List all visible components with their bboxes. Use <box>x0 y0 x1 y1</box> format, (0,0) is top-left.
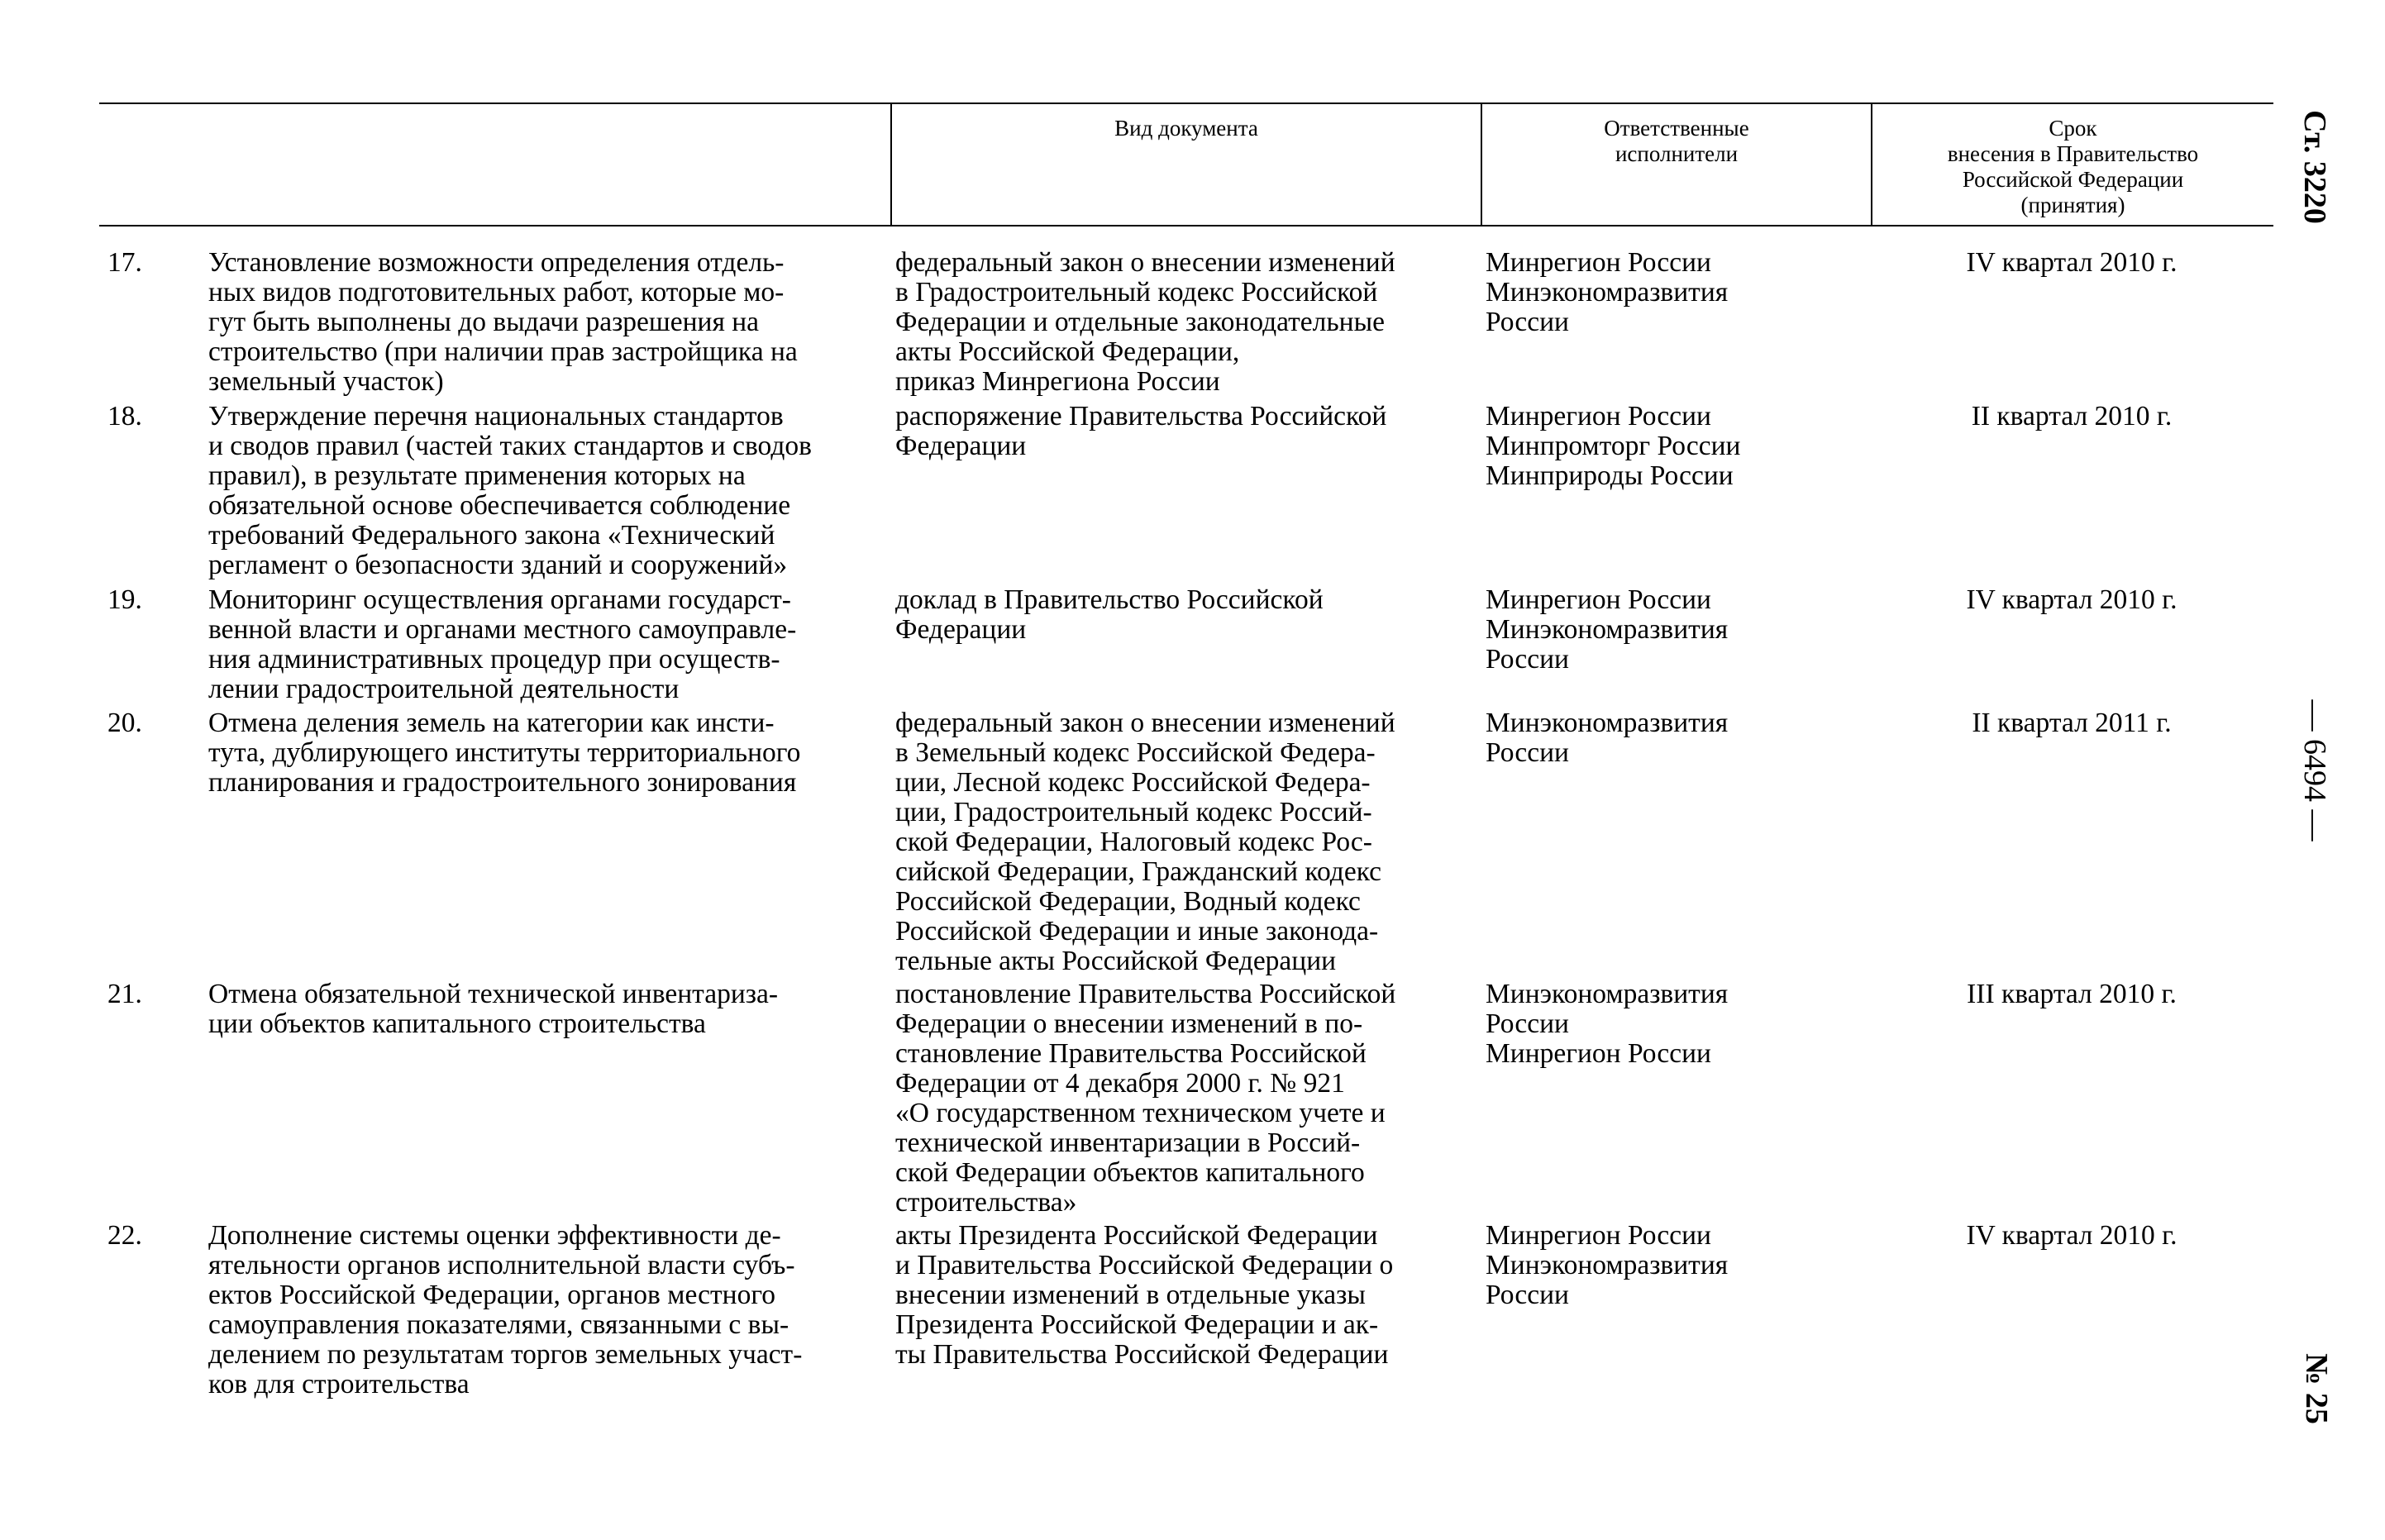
row-number: 18. <box>107 401 142 431</box>
article-number: Ст. 3220 <box>2297 110 2332 224</box>
row-description: Мониторинг осуществления органами государст- венной власти и органами местного самоуправле- ния административных процедур при осуществ- лении градостроительной деятельности <box>208 584 797 704</box>
row-responsible: Минрегион России Минэкономразвития России <box>1486 1220 1729 1310</box>
row-document-type: постановление Правительства Российской Федерации о внесении изменений в по- становление Правительства Российской Федерации от 4 декабря 2000 г. № 921 «О государственном техническом учете и технической инвентаризации в Россий- ской Федерации объектов капитального строительства» <box>895 979 1396 1218</box>
page-number: — 6494 — <box>2297 699 2332 842</box>
header-responsible: Ответственные исполнители <box>1604 116 1749 166</box>
row-deadline: II квартал 2010 г. <box>1971 401 2173 431</box>
table-top-rule <box>99 103 2273 104</box>
table-header-rule <box>99 225 2273 226</box>
row-deadline: IV квартал 2010 г. <box>1966 584 2178 615</box>
row-document-type: федеральный закон о внесении изменений в Градостроительный кодекс Российской Федерации и отдельные законодательные акты Российской Федерации, приказ Минрегиона России <box>895 247 1395 397</box>
row-responsible: Минэкономразвития России <box>1486 708 1729 768</box>
row-deadline: II квартал 2011 г. <box>1972 708 2172 738</box>
row-deadline: III квартал 2010 г. <box>1967 979 2177 1009</box>
row-document-type: распоряжение Правительства Российской Федерации <box>895 401 1387 461</box>
row-number: 17. <box>107 247 142 278</box>
row-deadline: IV квартал 2010 г. <box>1966 1220 2178 1251</box>
row-description: Установление возможности определения отдель- ных видов подготовительных работ, которые мо- гут быть выполнены до выдачи разрешения на строительство (при наличии прав застройщика на земельный участок) <box>208 247 798 397</box>
row-document-type: акты Президента Российской Федерации и Правительства Российской Федерации о внесении изменений в отдельные указы Президента Российской Федерации и ак- ты Правительства Российской Федерации <box>895 1220 1394 1370</box>
row-responsible: Минрегион России Минэкономразвития России <box>1486 247 1729 337</box>
row-description: Утверждение перечня национальных стандартов и сводов правил (частей таких стандартов и сводов правил), в результате применения которых на обязательной основе обеспечивается соблюдение требований Федерального закона «Технический регламент о безопасности зданий и сооружений» <box>208 401 812 580</box>
row-responsible: Минэкономразвития России Минрегион России <box>1486 979 1729 1069</box>
row-description: Дополнение системы оценки эффективности де- ятельности органов исполнительной власти субъ- ектов Российской Федерации, органов местного самоуправления показателями, связанными с вы- делением по результатам торгов земельных участ- ков для строительства <box>208 1220 803 1399</box>
row-document-type: доклад в Правительство Российской Федерации <box>895 584 1324 645</box>
issue-number: № 25 <box>2299 1353 2334 1424</box>
row-number: 21. <box>107 979 142 1009</box>
row-number: 22. <box>107 1220 142 1251</box>
row-responsible: Минрегион России Минпромторг России Минприроды России <box>1486 401 1741 491</box>
header-document-type: Вид документа <box>1114 116 1258 141</box>
row-responsible: Минрегион России Минэкономразвития России <box>1486 584 1729 675</box>
row-description: Отмена обязательной технической инвентаризa- ции объектов капитального строительства <box>208 979 779 1039</box>
header-deadline: Срок внесения в Правительство Российской Федерации (принятия) <box>1947 116 2199 217</box>
row-number: 19. <box>107 584 142 615</box>
row-document-type: федеральный закон о внесении изменений в Земельный кодекс Российской Федера- ции, Лесной кодекс Российской Федера- ции, Градостроительный кодекс Россий- ской Федерации, Налоговый кодекс Рос- сийской Федерации, Гражданский кодекс Российской Федерации, Водный кодекс Российской Федерации и иные законода- тельные акты Российской Федерации <box>895 708 1395 976</box>
row-deadline: IV квартал 2010 г. <box>1966 247 2178 278</box>
row-number: 20. <box>107 708 142 738</box>
row-description: Отмена деления земель на категории как инсти- тута, дублирующего институты территориального планирования и градостроительного зонирования <box>208 708 801 798</box>
